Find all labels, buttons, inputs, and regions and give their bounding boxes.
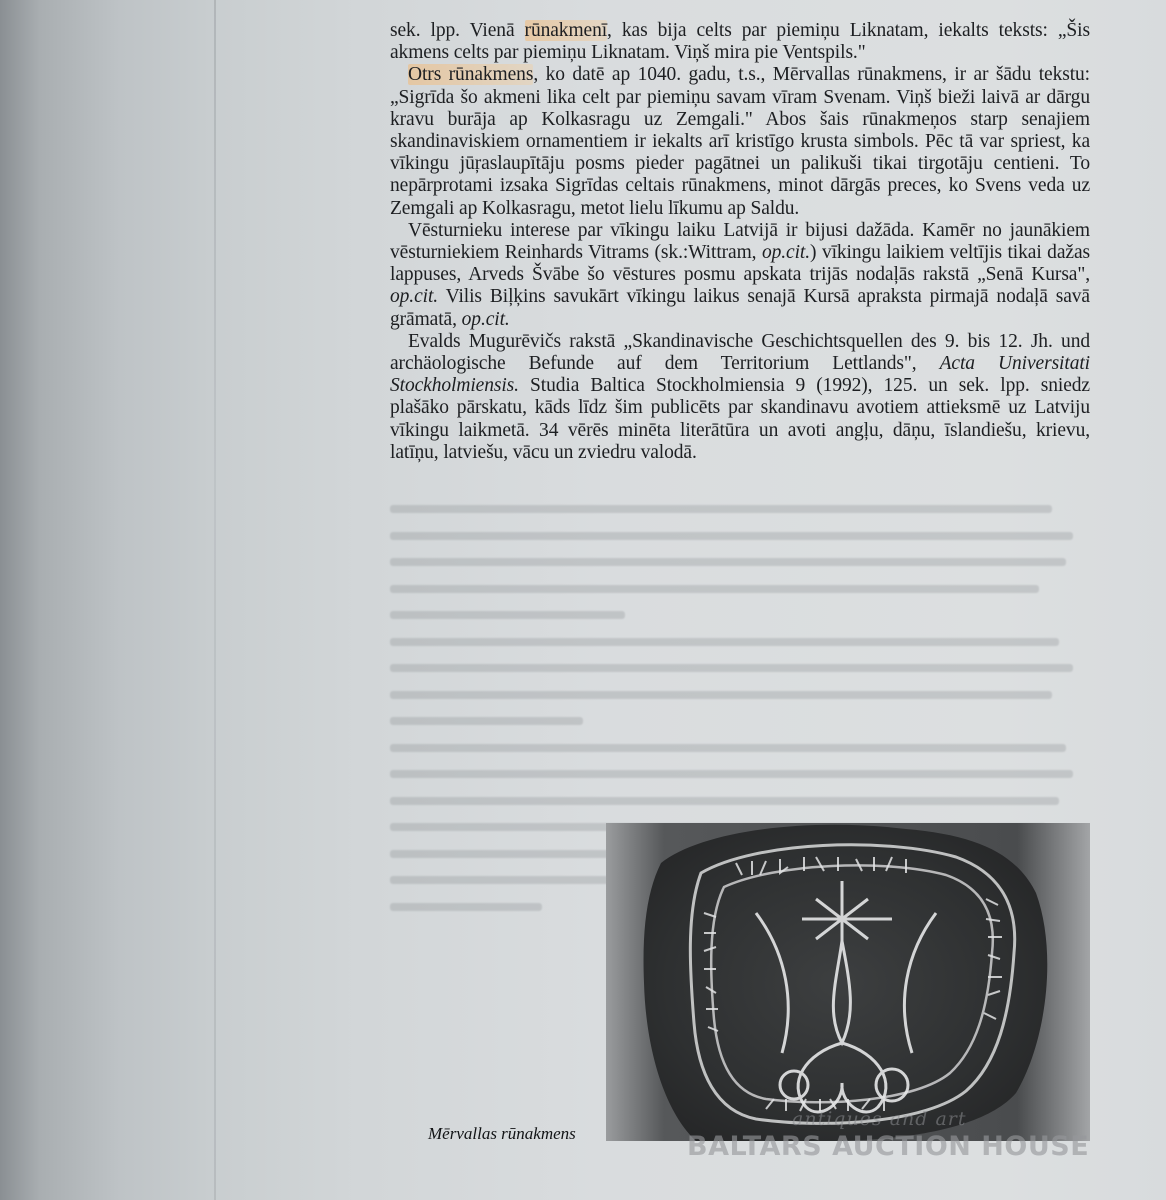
text-run: Vēsturnieku interese par vīkingu laiku Latvijā ir bijusi dažāda. Kamēr no jaunākiem vēsturniekiem Reinhards Vitrams (sk.:Wittram, bbox=[390, 219, 1090, 264]
italic-citation: op.cit. bbox=[461, 308, 510, 330]
italic-citation: op.cit. bbox=[761, 242, 811, 264]
highlighted-text: rūnakmenī bbox=[524, 20, 608, 41]
italic-citation: Acta Universitati Stockholmiensis. bbox=[390, 353, 1090, 397]
paragraph bbox=[390, 220, 1090, 331]
text-run: Evalds Mugurēvičs rakstā „Skandinavische Geschichtsquellen des 9. bis 12. Jh. und archäologische Befunde auf dem Territorium Lettlands", bbox=[390, 330, 1090, 375]
watermark-brand: BALTARS AUCTION HOUSE bbox=[687, 1131, 1090, 1162]
text-run: , kas bija celts par piemiņu Liknatam, iekalts teksts: „Šis akmens celts par piemiņu Liknatam. Viņš mira pie Ventspils." bbox=[390, 20, 1090, 64]
text-run: Studia Baltica Stockholmiensia 9 (1992), 125. un sek. lpp. sniedz plašāko pārskatu, kāds līdz šim publicēts par skandinavu avotiem attieksmē uz Latviju vīkingu laikmetā. 34 vērēs minēta literātūra un avoti angļu, dāņu, īslandiešu, krievu, latīņu, latviešu, vācu un zviedru valodā. bbox=[390, 375, 1090, 463]
main-text-block bbox=[390, 20, 1090, 464]
paragraph bbox=[390, 331, 1090, 464]
paragraph bbox=[390, 20, 1090, 64]
watermark-tagline: antiques and art bbox=[792, 1108, 967, 1130]
figure-caption: Mērvallas rūnakmens bbox=[428, 1124, 576, 1143]
text-run: Vilis Biļķins savukārt vīkingu laikus senajā Kursā apraksta pirmajā nodaļā savā grāmatā, bbox=[390, 286, 1090, 330]
text-run: ) vīkingu laikiem veltījis tikai dažas lappuses, Arveds Švābe šo vēstures posmu apskata trijās nodaļās rakstā „Senā Kursa", bbox=[390, 242, 1090, 286]
runestone-icon bbox=[606, 823, 1090, 1141]
book-spine-shadow bbox=[214, 0, 216, 1200]
highlighted-text: Otrs rūnakmens bbox=[408, 64, 534, 86]
paragraph bbox=[390, 64, 1090, 219]
text-run: sek. lpp. Vienā bbox=[390, 20, 525, 41]
text-run: , ko datē ap 1040. gadu, t.s., Mērvallas rūnakmens, ir ar šādu tekstu: „Sigrīda šo akmeni lika celt par piemiņu savam vīram Svenam. Viņš bieži laivā ar dārgu kravu burāja ap Kolkasragu uz Zemgali." Abos šais rūnakmeņos starp senajiem skandinaviskiem ornamentiem ir iekalts arī kristīgo krusta simbols. Pēc tā var spriest, ka vīkingu jūŗaslaupītāju posms pieder pagātnei un palikuši tikai tirgotāju centieni. To nepārprotami izsaka Sigrīdas celtais rūnakmens, minot dārgās preces, ko Svens veda uz Zemgali ap Kolkasragu, metot lielu līkumu ap Saldu. bbox=[390, 64, 1090, 219]
runestone-photo bbox=[606, 823, 1090, 1141]
italic-citation: op.cit. bbox=[390, 286, 439, 308]
